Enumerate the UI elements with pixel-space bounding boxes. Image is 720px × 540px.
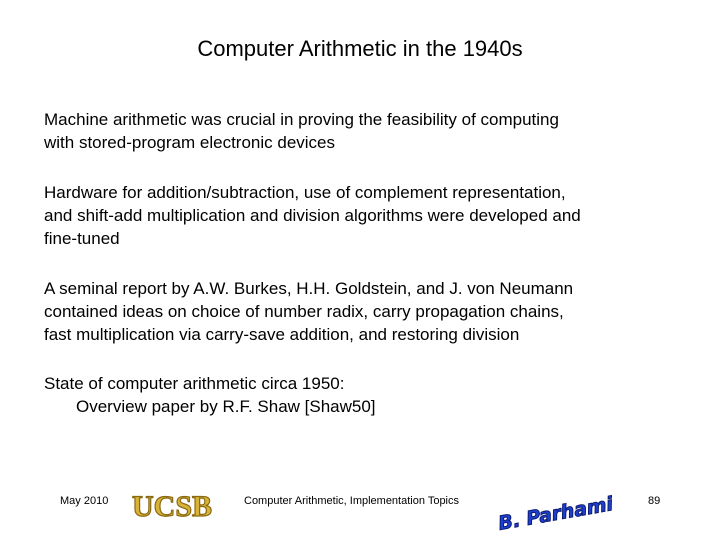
paragraph-line: A seminal report by A.W. Burkes, H.H. Goldstein, and J. von Neumann — [44, 279, 574, 298]
svg-text:UCSB: UCSB — [131, 490, 213, 523]
paragraph-feasibility — [44, 108, 694, 154]
paragraph-line: Hardware for addition/subtraction, use of complement representation, — [44, 183, 566, 202]
paragraph-seminal-report — [44, 277, 694, 346]
paragraph-line: fine-tuned — [44, 229, 120, 248]
paragraph-line: Machine arithmetic was crucial in proving the feasibility of computing — [44, 110, 559, 129]
paragraph-line: with stored-program electronic devices — [44, 133, 336, 152]
state-detail: Overview paper by R.F. Shaw [Shaw50] — [76, 397, 376, 416]
author-signature — [496, 482, 615, 535]
slide-title: Computer Arithmetic in the 1940s — [197, 36, 523, 61]
svg-text:B. Parhami: B. Parhami — [496, 493, 615, 535]
page-number: 89 — [648, 495, 661, 507]
footer-title: Computer Arithmetic, Implementation Topics — [244, 495, 459, 507]
state-heading: State of computer arithmetic circa 1950: — [44, 374, 345, 393]
paragraph-line: fast multiplication via carry-save addition, and restoring division — [44, 325, 520, 344]
paragraph-line: contained ideas on choice of number radix, carry propagation chains, — [44, 302, 564, 321]
paragraph-state — [44, 372, 694, 418]
footer-date: May 2010 — [60, 495, 109, 507]
paragraph-hardware — [44, 181, 694, 250]
paragraph-line: and shift-add multiplication and division algorithms were developed and — [44, 206, 581, 225]
ucsb-logo — [126, 486, 218, 524]
